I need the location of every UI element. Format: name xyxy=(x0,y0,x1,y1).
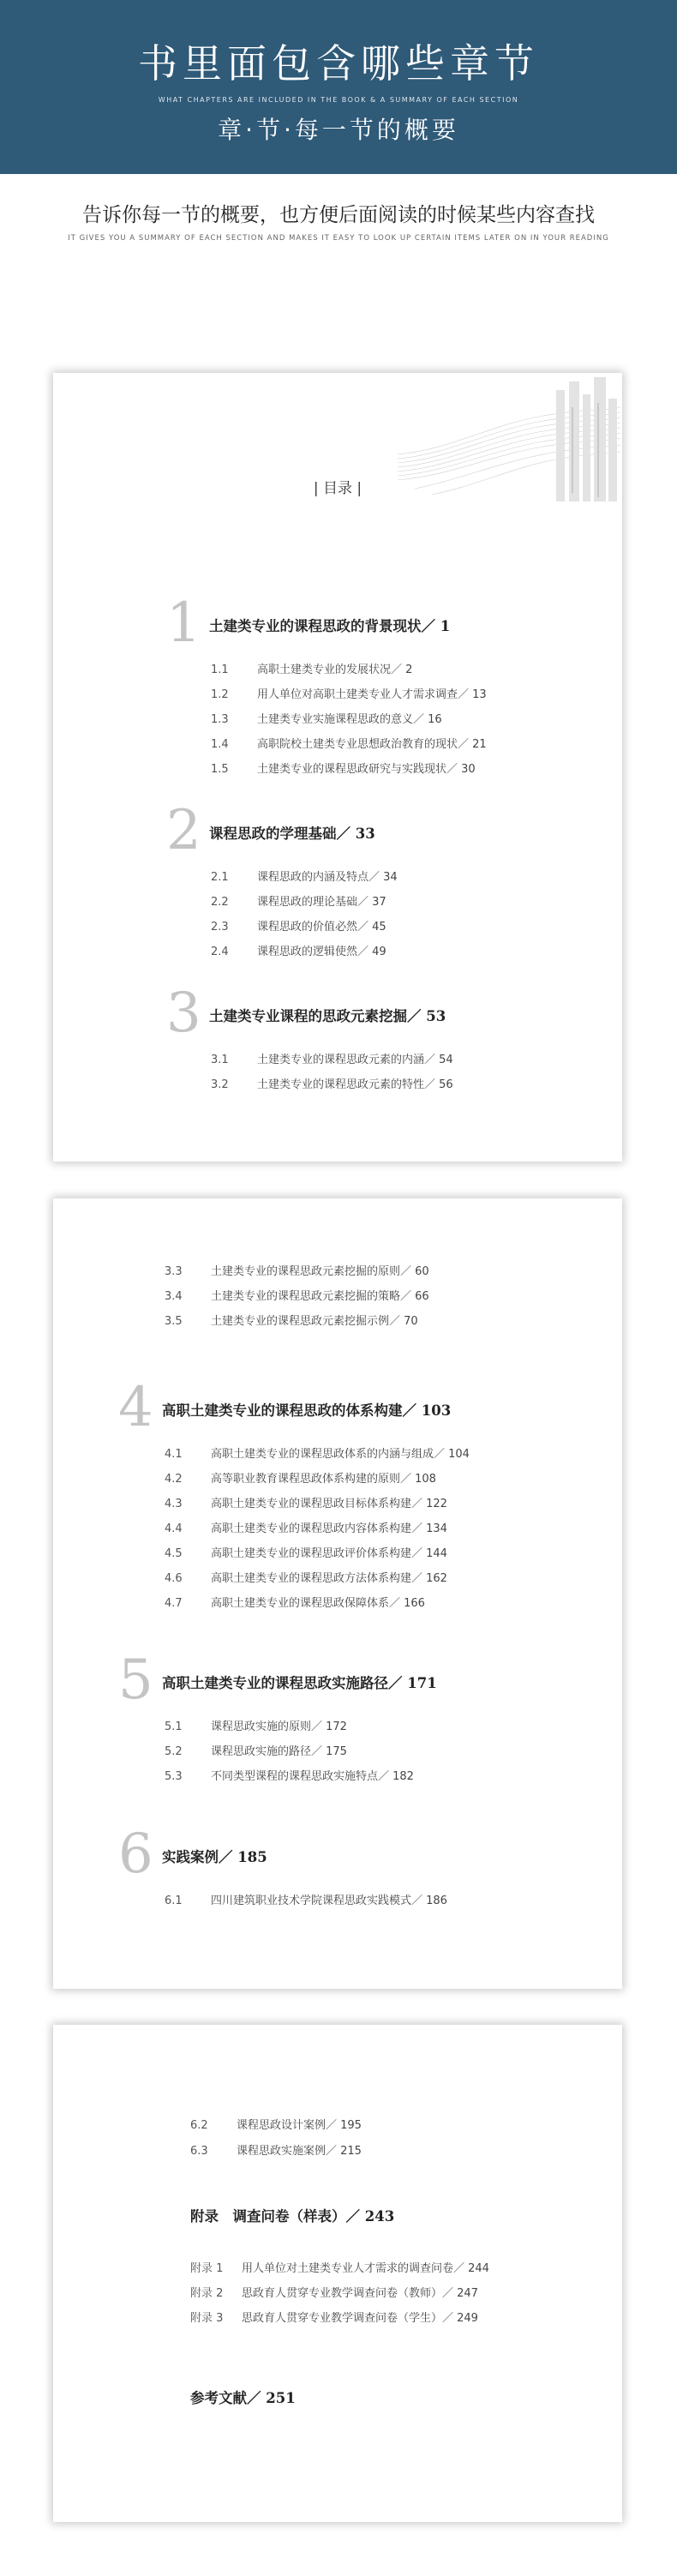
chapter-number: 6.2 xyxy=(190,2119,208,2132)
section-title: 土建类专业的课程思政的背景现状／ 1 xyxy=(209,618,451,634)
toc-entry[interactable] xyxy=(190,2141,362,2160)
chapter-title: 高职院校土建类专业思想政治教育的现状／ 21 xyxy=(257,738,487,751)
header-subtitle-en: WHAT CHAPTERS ARE INCLUDED IN THE BOOK & A SUMMARY OF EACH SECTION xyxy=(158,96,519,104)
toc-entry[interactable] xyxy=(165,1519,447,1538)
header-banner xyxy=(0,0,677,174)
toc-entry[interactable] xyxy=(211,868,398,886)
toc-entry[interactable] xyxy=(165,1262,429,1281)
chapter-title: 课程思政的内涵及特点／ 34 xyxy=(257,871,398,884)
toc-entry[interactable] xyxy=(165,1717,347,1736)
chapter-title: 土建类专业的课程思政元素挖掘的原则／ 60 xyxy=(211,1265,429,1278)
chapter-number: 1.3 xyxy=(211,713,229,726)
tagline-en: IT GIVES YOU A SUMMARY OF EACH SECTION AND MAKES IT EASY TO LOOK UP CERTAIN ITEMS LATER ON IN YOUR READING xyxy=(68,234,609,243)
chapter-number: 4.1 xyxy=(165,1448,183,1461)
appendix-entry-title: 思政育人贯穿专业教学调查问卷（教师）／ 247 xyxy=(242,2287,478,2300)
toc-entry[interactable] xyxy=(165,1742,347,1761)
chapter-number: 3.3 xyxy=(165,1265,183,1278)
toc-entry[interactable] xyxy=(165,1569,447,1588)
chapter-title: 四川建筑职业技术学院课程思政实践模式／ 186 xyxy=(211,1894,447,1907)
section-title: 高职土建类专业的课程思政的体系构建／ 103 xyxy=(162,1402,452,1419)
chapter-title: 课程思政设计案例／ 195 xyxy=(237,2119,362,2132)
appendix-entry[interactable] xyxy=(190,2309,478,2327)
chapter-title: 高职土建类专业的课程思政体系的内涵与组成／ 104 xyxy=(211,1448,470,1461)
toc-entry[interactable] xyxy=(211,892,386,911)
toc-page-2 xyxy=(53,1198,622,1989)
section-number: 4 xyxy=(118,1376,153,1439)
section-title: 土建类专业课程的思政元素挖掘／ 53 xyxy=(209,1008,446,1024)
chapter-number: 4.6 xyxy=(165,1572,183,1585)
chapter-number: 4.5 xyxy=(165,1547,183,1560)
toc-entry[interactable] xyxy=(165,1891,447,1910)
appendix-title: 附录 调查问卷（样表）／ 243 xyxy=(190,2208,395,2225)
section-number: 2 xyxy=(166,799,201,862)
appendix-entry[interactable] xyxy=(190,2284,478,2303)
toc-entry[interactable] xyxy=(165,1494,447,1513)
decorative-wave-graphic xyxy=(398,373,620,544)
chapter-title: 课程思政的理论基础／ 37 xyxy=(257,896,386,909)
chapter-title: 土建类专业实施课程思政的意义／ 16 xyxy=(257,713,442,726)
chapter-title: 高职土建类专业的发展状况／ 2 xyxy=(257,664,413,676)
appendix-entry-title: 思政育人贯穿专业教学调查问卷（学生）／ 249 xyxy=(242,2312,478,2325)
appendix-number: 附录 3 xyxy=(190,2312,224,2325)
toc-entry[interactable] xyxy=(165,1444,470,1463)
chapter-title: 课程思政的逻辑使然／ 49 xyxy=(257,946,386,958)
toc-entry[interactable] xyxy=(211,760,476,778)
chapter-number: 4.7 xyxy=(165,1597,183,1610)
chapter-title: 土建类专业的课程思政元素的内涵／ 54 xyxy=(257,1054,453,1066)
chapter-title: 课程思政实施的原则／ 172 xyxy=(211,1720,347,1733)
toc-entry[interactable] xyxy=(211,1050,453,1069)
chapter-title: 高职土建类专业的课程思政方法体系构建／ 162 xyxy=(211,1572,447,1585)
section-title: 课程思政的学理基础／ 33 xyxy=(209,826,375,842)
toc-entry[interactable] xyxy=(211,735,487,754)
chapter-number: 4.2 xyxy=(165,1473,183,1486)
chapter-title: 土建类专业的课程思政元素挖掘的策略／ 66 xyxy=(211,1290,429,1303)
section-title: 高职土建类专业的课程思政实施路径／ 171 xyxy=(162,1675,437,1691)
section-title: 实践案例／ 185 xyxy=(162,1849,267,1865)
chapter-title: 不同类型课程的课程思政实施特点／ 182 xyxy=(211,1770,414,1783)
chapter-title: 土建类专业的课程思政元素挖掘示例／ 70 xyxy=(211,1315,418,1328)
chapter-number: 2.4 xyxy=(211,946,229,958)
chapter-number: 3.1 xyxy=(211,1054,229,1066)
tagline: 告诉你每一节的概要，也方便后面阅读的时候某些内容查找 xyxy=(82,204,595,226)
section-number: 1 xyxy=(166,591,201,655)
chapter-title: 高职土建类专业的课程思政评价体系构建／ 144 xyxy=(211,1547,447,1560)
chapter-number: 1.1 xyxy=(211,664,229,676)
toc-entry[interactable] xyxy=(211,660,412,679)
appendix-entry[interactable] xyxy=(190,2259,489,2278)
toc-entry[interactable] xyxy=(165,1469,436,1488)
toc-entry[interactable] xyxy=(165,1594,425,1612)
toc-page-3 xyxy=(53,2025,622,2522)
chapter-number: 4.4 xyxy=(165,1522,183,1535)
appendix-number: 附录 1 xyxy=(190,2262,224,2275)
references-title: 参考文献／ 251 xyxy=(190,2390,296,2406)
appendix-number: 附录 2 xyxy=(190,2287,224,2300)
toc-entry[interactable] xyxy=(211,1075,453,1094)
header-title: 书里面包含哪些章节 xyxy=(138,40,539,87)
section-number: 6 xyxy=(118,1822,153,1886)
chapter-number: 3.2 xyxy=(211,1078,229,1091)
chapter-title: 用人单位对高职土建类专业人才需求调查／ 13 xyxy=(257,688,487,701)
chapter-number: 5.2 xyxy=(165,1745,183,1758)
chapter-number: 5.1 xyxy=(165,1720,183,1733)
chapter-title: 课程思政实施案例／ 215 xyxy=(237,2145,362,2158)
chapter-number: 6.1 xyxy=(165,1894,183,1907)
toc-title: | 目录 | xyxy=(313,480,362,497)
chapter-number: 2.2 xyxy=(211,896,229,909)
toc-entry[interactable] xyxy=(211,710,442,729)
toc-entry[interactable] xyxy=(190,2116,362,2135)
appendix-entry-title: 用人单位对土建类专业人才需求的调查问卷／ 244 xyxy=(242,2262,489,2275)
chapter-number: 1.4 xyxy=(211,738,229,751)
chapter-title: 土建类专业的课程思政研究与实践现状／ 30 xyxy=(257,763,476,776)
chapter-title: 课程思政的价值必然／ 45 xyxy=(257,921,386,934)
toc-entry[interactable] xyxy=(165,1544,447,1563)
chapter-number: 5.3 xyxy=(165,1770,183,1783)
chapter-title: 课程思政实施的路径／ 175 xyxy=(211,1745,347,1758)
section-number: 5 xyxy=(118,1648,153,1712)
toc-entry[interactable] xyxy=(165,1312,418,1330)
chapter-number: 4.3 xyxy=(165,1498,183,1510)
chapter-title: 土建类专业的课程思政元素的特性／ 56 xyxy=(257,1078,453,1091)
toc-entry[interactable] xyxy=(165,1767,414,1786)
chapter-title: 高职土建类专业的课程思政保障体系／ 166 xyxy=(211,1597,425,1610)
chapter-number: 2.1 xyxy=(211,871,229,884)
header-subtitle: 章·节·每一节的概要 xyxy=(218,116,459,144)
toc-entry[interactable] xyxy=(211,685,487,704)
chapter-number: 1.5 xyxy=(211,763,229,776)
toc-entry[interactable] xyxy=(165,1287,429,1306)
toc-entry[interactable] xyxy=(211,942,386,961)
chapter-number: 1.2 xyxy=(211,688,229,701)
chapter-number: 3.4 xyxy=(165,1290,183,1303)
section-number: 3 xyxy=(166,982,201,1045)
chapter-number: 3.5 xyxy=(165,1315,183,1328)
chapter-title: 高职土建类专业的课程思政内容体系构建／ 134 xyxy=(211,1522,447,1535)
chapter-number: 6.3 xyxy=(190,2145,208,2158)
chapter-title: 高等职业教育课程思政体系构建的原则／ 108 xyxy=(211,1473,436,1486)
toc-page-1 xyxy=(53,373,622,1162)
chapter-number: 2.3 xyxy=(211,921,229,934)
chapter-title: 高职土建类专业的课程思政目标体系构建／ 122 xyxy=(211,1498,447,1510)
toc-entry[interactable] xyxy=(211,917,386,936)
